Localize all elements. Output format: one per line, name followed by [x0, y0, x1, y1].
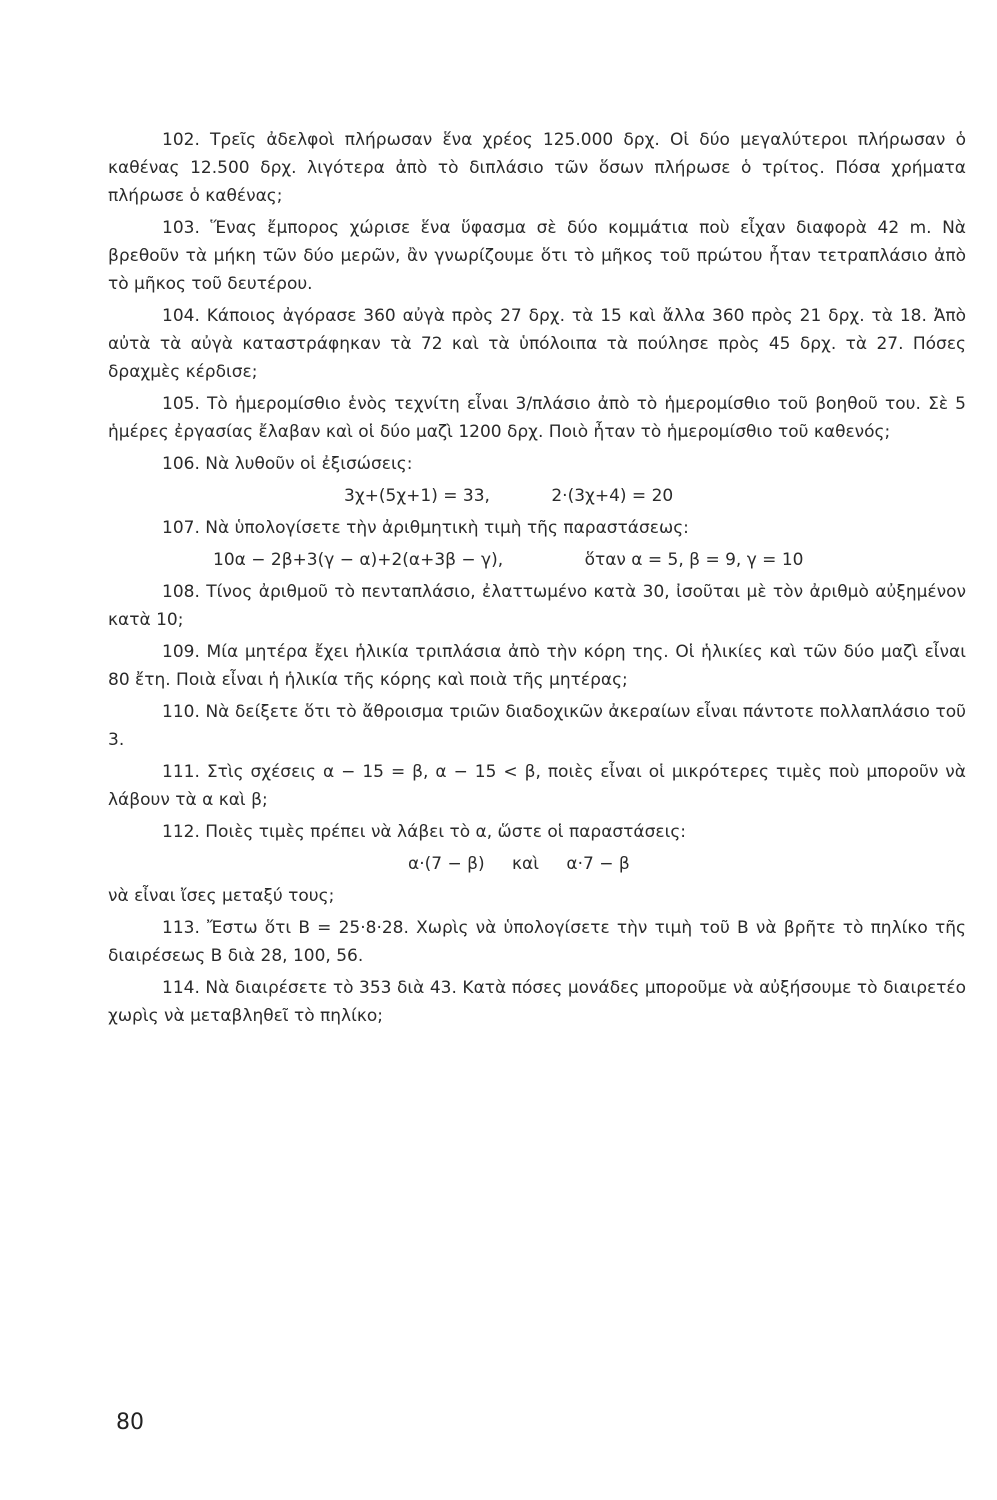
problem-number: 108. — [162, 582, 200, 602]
problem-text: Τρεῖς ἀδελφοὶ πλήρωσαν ἕνα χρέος 125.000 δρχ. Οἱ δύο μεγαλύτεροι πλήρωσαν ὁ καθένας 12.500 δρχ. λιγότερα ἀπὸ τὸ διπλάσιο τῶν ὅσων πλήρωσε ὁ τρίτος. Πόσα χρήματα πλήρωσε ὁ καθένας; — [108, 130, 966, 206]
problem-number: 102. — [162, 130, 200, 150]
expression-1: α·(7 − β) — [408, 854, 485, 874]
equations-106 — [108, 482, 966, 510]
problem-text: Ἕνας ἔμπορος χώρισε ἕνα ὕφασμα σὲ δύο κομμάτια ποὺ εἶχαν διαφορὰ 42 m. Νὰ βρεθοῦν τὰ μήκη τῶν δύο μερῶν, ἂν γνωρίζουμε ὅτι τὸ μῆκος τοῦ πρώτου ἦταν τετραπλάσιο ἀπὸ τὸ μῆκος τοῦ δευτέρου. — [108, 218, 967, 294]
problem-110 — [108, 698, 966, 754]
problem-text: Κάποιος ἀγόρασε 360 αὐγὰ πρὸς 27 δρχ. τὰ 15 καὶ ἄλλα 360 πρὸς 21 δρχ. τὰ 18. Ἀπὸ αὐτὰ τὰ αὐγὰ καταστράφηκαν τὰ 72 καὶ τὰ ὑπόλοιπα τὰ πούλησε πρὸς 45 δρχ. τὰ 27. Πόσες δραχμὲς κέρδισε; — [108, 306, 967, 382]
problem-text: Νὰ ὑπολογίσετε τὴν ἀριθμητικὴ τιμὴ τῆς παραστάσεως: — [205, 518, 689, 538]
problem-text: Μία μητέρα ἔχει ἡλικία τριπλάσια ἀπὸ τὴν κόρη της. Οἱ ἡλικίες καὶ τῶν δύο μαζὶ εἶναι 80 ἔτη. Ποιὰ εἶναι ἡ ἡλικία τῆς κόρης καὶ ποιὰ τῆς μητέρας; — [108, 642, 967, 690]
equation-1: 3χ+(5χ+1) = 33, — [344, 486, 490, 506]
problem-text: Ἔστω ὅτι Β = 25·8·28. Χωρὶς νὰ ὑπολογίσετε τὴν τιμὴ τοῦ Β νὰ βρῆτε τὸ πηλίκο τῆς διαιρέσεως Β διὰ 28, 100, 56. — [108, 918, 966, 966]
problem-number: 112. — [162, 822, 200, 842]
expressions-112 — [108, 850, 966, 878]
page-number: 80 — [116, 1410, 144, 1435]
problem-111 — [108, 758, 966, 814]
problem-list — [108, 126, 966, 1034]
expression: 10α − 2β+3(γ − α)+2(α+3β − γ), — [213, 550, 504, 570]
problem-112 — [108, 818, 966, 846]
problem-109 — [108, 638, 966, 694]
problem-text: Τίνος ἀριθμοῦ τὸ πενταπλάσιο, ἐλαττωμένο κατὰ 30, ἰσοῦται μὲ τὸν ἀριθμὸ αὐξημένον κατὰ 10; — [108, 582, 966, 630]
problem-text: Στὶς σχέσεις α − 15 = β, α − 15 < β, ποιὲς εἶναι οἱ μικρότερες τιμὲς ποὺ μποροῦν νὰ λάβουν τὰ α καὶ β; — [108, 762, 967, 810]
problem-text: Τὸ ἡμερομίσθιο ἑνὸς τεχνίτη εἶναι 3/πλάσιο ἀπὸ τὸ ἡμερομίσθιο τοῦ βοηθοῦ του. Σὲ 5 ἡμέρες ἐργασίας ἔλαβαν καὶ οἱ δύο μαζὶ 1200 δρχ. Ποιὸ ἦταν τὸ ἡμερομίσθιο τοῦ καθενός; — [108, 394, 966, 442]
expression-2: α·7 − β — [566, 854, 630, 874]
expression-107 — [108, 546, 966, 574]
problem-number: 110. — [162, 702, 200, 722]
problem-114 — [108, 974, 966, 1030]
problem-number: 109. — [162, 642, 200, 662]
problem-104 — [108, 302, 966, 386]
problem-106 — [108, 450, 966, 478]
problem-112-tail — [108, 882, 966, 910]
problem-105 — [108, 390, 966, 446]
problem-number: 106. — [162, 454, 200, 474]
problem-107 — [108, 514, 966, 542]
expression-condition: ὅταν α = 5, β = 9, γ = 10 — [584, 550, 804, 570]
problem-number: 111. — [162, 762, 200, 782]
problem-102 — [108, 126, 966, 210]
problem-text: Νὰ λυθοῦν οἱ ἐξισώσεις: — [205, 454, 413, 474]
problem-text: Νὰ διαιρέσετε τὸ 353 διὰ 43. Κατὰ πόσες μονάδες μποροῦμε νὰ αὐξήσουμε τὸ διαιρετέο χωρὶς νὰ μεταβληθεῖ τὸ πηλίκο; — [108, 978, 966, 1026]
problem-number: 114. — [162, 978, 200, 998]
problem-number: 105. — [162, 394, 200, 414]
problem-number: 113. — [162, 918, 200, 938]
problem-text: Ποιὲς τιμὲς πρέπει νὰ λάβει τὸ α, ὥστε οἱ παραστάσεις: — [205, 822, 687, 842]
problem-number: 104. — [162, 306, 200, 326]
problem-108 — [108, 578, 966, 634]
problem-113 — [108, 914, 966, 970]
problem-number: 103. — [162, 218, 200, 238]
expression-connector: καὶ — [512, 854, 539, 874]
problem-number: 107. — [162, 518, 200, 538]
equation-2: 2·(3χ+4) = 20 — [551, 486, 674, 506]
problem-text: Νὰ δείξετε ὅτι τὸ ἄθροισμα τριῶν διαδοχικῶν ἀκεραίων εἶναι πάντοτε πολλαπλάσιο τοῦ 3. — [108, 702, 966, 750]
problem-103 — [108, 214, 966, 298]
problem-text-tail: νὰ εἶναι ἴσες μεταξύ τους; — [108, 886, 335, 906]
